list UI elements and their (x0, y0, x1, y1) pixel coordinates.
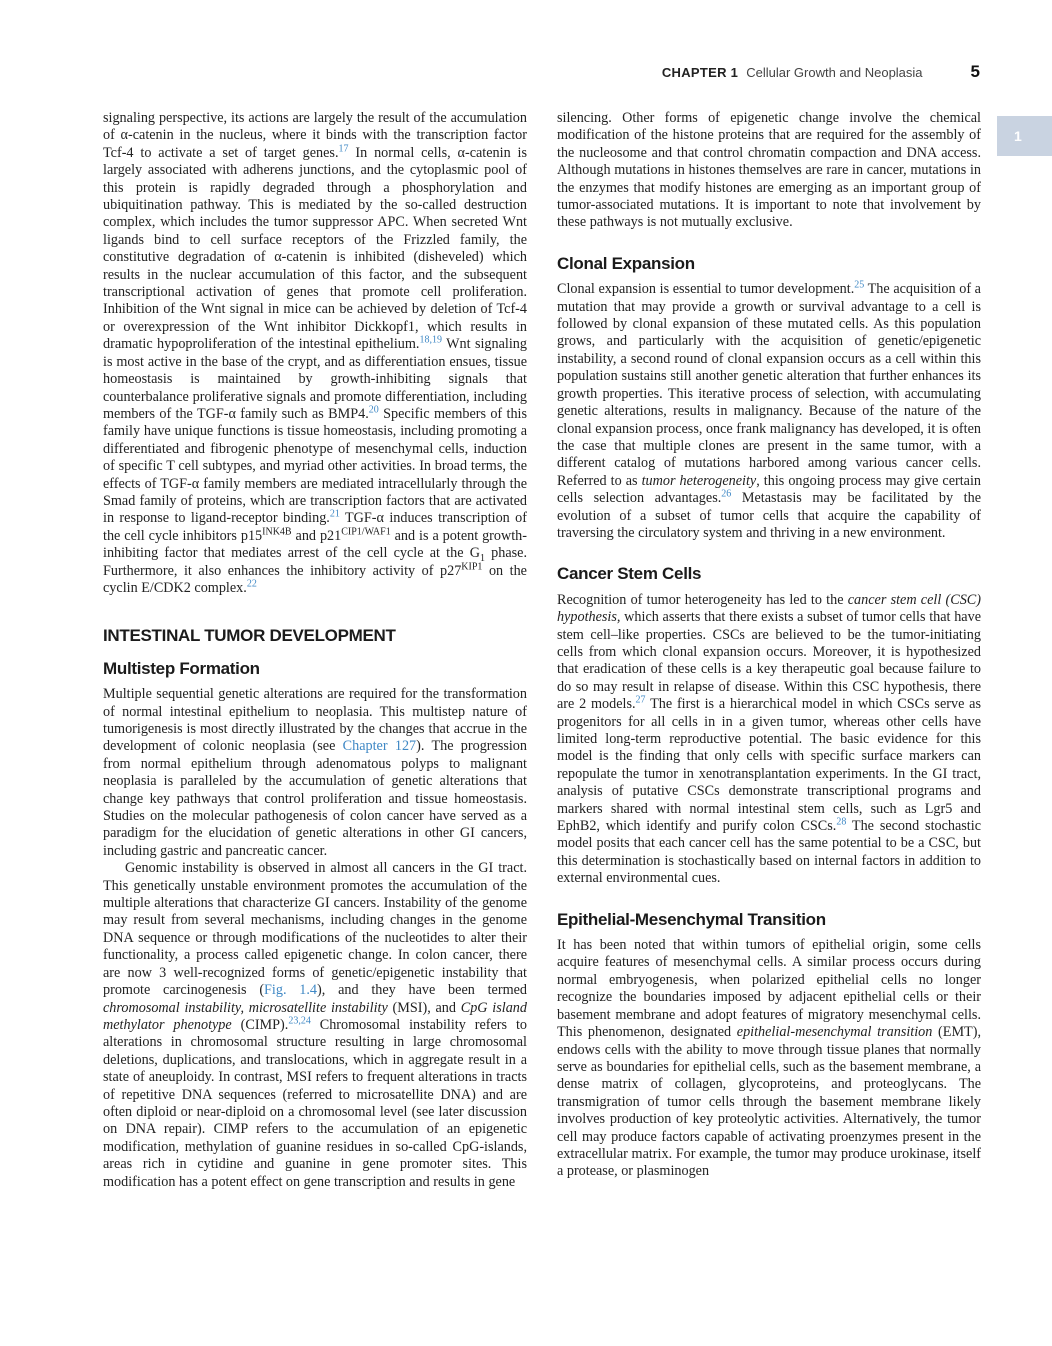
text-run: signaling perspective, its actions are largely the result of the accumulation of α-catenin in the nucleus, where it binds with the transcription factor Tcf-4 to activate a set of target genes. (103, 110, 527, 161)
citation[interactable]: 27 (635, 694, 646, 706)
text-run: and is a potent growth-inhibiting factor that mediates arrest of the cell cycle at the G (103, 527, 528, 562)
chapter-tab: 1 (997, 116, 1052, 156)
subsection-heading: Multistep Formation (103, 658, 260, 678)
citation[interactable]: 20 (368, 404, 379, 416)
text-run: TGF-α induces transcription of the cell cycle inhibitors p15 (103, 510, 527, 544)
text-run: phase. Furthermore, it also enhances the inhibitory activity of p27 (103, 545, 527, 579)
chapter-label: CHAPTER 1 (661, 65, 739, 80)
text-run: Chromosomal instability refers to alterations in chromosomal structure resulting in large chromosomal deletions, duplications, and translocations, which in aggregate result in a state of aneuploidy. In contrast, MSI refers to frequent alterations in tracts of repetitive DNA sequences (referred to microsatellite DNA) and are often diploid or near-diploid on a chromosomal level (see later discussion on DNA repair). CIMP refers to the accumulation of an epigenetic modification, methylation of guanine residues in so-called CpG-islands, areas rich in cytidine and guanine in gene promoter sites. This modification has a potent effect on gene transcription and results in gene (103, 1016, 527, 1190)
superscript: CIP1/WAF1 (341, 526, 391, 538)
paragraph: silencing. Other forms of epigenetic change involve the chemical modification of the histone proteins that are required for the assembly of the nucleosome and that control chromatin compaction and DNA access. Although mutations in histones themselves are rare in cancer, mutations in the enzymes that modify histones are emerging as an important group of tumor-associated mutations. It is important to note that involvement by these pathways is not mutually exclusive. (557, 110, 981, 231)
text-run: (CIMP). (231, 1016, 289, 1033)
subsection-heading: Cancer Stem Cells (557, 564, 702, 584)
page-number: 5 (970, 62, 980, 81)
superscript: INK4B (262, 526, 292, 538)
text-run: Metastasis may be facilitated by the evolution of a subset of tumor cells that acquire the capability of traversing the circulatory system and thriving in a new environment. (557, 490, 981, 541)
section-heading: INTESTINAL TUMOR DEVELOPMENT (103, 626, 396, 646)
text-run: The first is a hierarchical model in which CSCs serve as progenitors for all cells in in a given tumor, whereas other cells have limited long-term reproductive potential. The basic evidence for this model is the finding that only cells with specific surface markers can repopulate the tumor in xenotransplantation experiments. In the GI tract, analysis of putative CSCs demonstrate transcriptional programs and markers shared with normal intestinal stem cells, such as Lgr5 and EphB2, which identify and purify colon CSCs. (557, 696, 981, 835)
text-run: Clonal expansion is essential to tumor development. (557, 281, 855, 298)
paragraph (557, 937, 981, 1181)
text-run: on the cyclin E/CDK2 complex. (103, 562, 527, 596)
text-run: and p21 (291, 527, 342, 544)
chapter-link[interactable]: Chapter 127 (342, 738, 417, 755)
text-run: Multiple sequential genetic alterations are required for the transformation of normal intestinal epithelium to neoplasia. This multistep nature of tumorigenesis is most directly illustrated by the changes that accrue in the development of colonic neoplasia (see (103, 686, 527, 755)
citation[interactable]: 18,19 (419, 334, 442, 346)
text-run: (MSI), and (387, 999, 461, 1016)
citation[interactable]: 28 (836, 816, 847, 828)
paragraph (103, 686, 527, 860)
text-run: , this ongoing process may give certain cells selection advantages. (557, 472, 981, 507)
text-run: Specific members of this family have unique functions is tissue homeostasis, including promoting a differentiated and fibrogenic phenotype of mesenchymal cells, induction of specific T cell subtypes, and myriad other activities. In broad terms, the effects of TGF-α family members are mediated intracellularly through the Smad family of proteins, which are transcription factors that are activated in response to ligand-receptor binding. (103, 405, 528, 527)
paragraph (103, 110, 527, 597)
citation[interactable]: 26 (721, 488, 732, 500)
left-column (103, 110, 527, 1191)
text-run: (EMT), endows cells with the ability to move through tissue planes that normally serve as boundaries for epithelial cells, such as the basement membrane, a dense matrix of collagen, glycoproteins, and proteoglycans. The transmigration of tumor cells through the basement membrane likely involves production of key proteolytic activities. Alternatively, the tumor cell may produce factors capable of activating proenzymes present in the extracellular matrix. For example, the tumor may produce urokinase, itself a protease, or plasminogen (557, 1024, 981, 1180)
citation[interactable]: 21 (329, 508, 340, 520)
paragraph (557, 281, 981, 542)
citation[interactable]: 22 (246, 578, 257, 590)
text-run: In normal cells, α-catenin is largely associated with adherens junctions, and the cytoplasmic pool of this protein is rapidly degraded through a phosphorylation and ubiquitination pathway. This is mediated by the so-called destruction complex, which includes the tumor suppressor APC. When secreted Wnt ligands bind to cell surface receptors of the Frizzled family, the constitutive degradation of α-catenin is inhibited (disheveled) which results in the nuclear accumulation of this factor, and the subsequent transcriptional activation of genes that promote cell proliferation. Inhibition of the Wnt signal in mice can be achieved by deletion of Tcf-4 or overexpression of the Wnt inhibitor Dickkopf1, which results in dramatic hypoproliferation of the intestinal epithelium. (103, 144, 527, 353)
subsection-heading: Epithelial-Mesenchymal Transition (557, 909, 826, 929)
italic-term: CpG island methylator phenotype (103, 999, 527, 1033)
text-run: Genomic instability is observed in almost all cancers in the GI tract. This genetically unstable environment promotes the accumulation of the multiple alterations that characterize GI cancers. Instability of the genome may result from several mechanisms, including changes in the genome DNA sequence or through modifications of the nucleotides to alter their functionality, a process called epigenetic change. In colon cancer, there are now 3 well-recognized forms of genetic/epigenetic instability that promote carcinogenesis ( (103, 860, 527, 999)
italic-term: cancer stem cell (CSC) hypothesis, (557, 591, 981, 626)
citation[interactable]: 25 (854, 279, 865, 291)
text-run: The acquisition of a mutation that may provide a growth or survival advantage to a cell is followed by clonal expansion of these mutated cells. As this population grows, and particularly with the acquisition of genetic/epigenetic instability, a second round of clonal expansion occurs as a cell within this population sustains still another genetic alteration that further enhances its growth properties. This iterative process of selection, with accumulating genetic alterations, results in malignancy. Because of the nature of the clonal expansion process, once frank malignancy has developed, it is often the case that multiple clones are present in the same tumor, with a different catalog of mutations harbored among various cancer cells. Referred to as (557, 281, 981, 489)
italic-term: epithelial-mesenchymal transition (736, 1024, 933, 1041)
text-run: It has been noted that within tumors of epithelial origin, some cells acquire features of mesenchymal cells. A similar process occurs during normal embryogenesis, when polarized epithelial cells no longer recognize the boundaries imposed by adjacent epithelial cells or their basement membrane and adopt features of migratory mesenchymal cells. This phenomenon, designated (557, 937, 981, 1041)
figure-link[interactable]: Fig. 1.4 (264, 982, 318, 999)
citation[interactable]: 17 (338, 143, 349, 155)
subsection-heading: Clonal Expansion (557, 253, 695, 273)
running-head (662, 62, 980, 82)
text-run: The second stochastic model posits that each cancer cell has the same potential to be a CSC, but this determination is stochastically based on internal factors in addition to external environmental cues. (557, 818, 981, 887)
right-column (557, 110, 981, 1181)
text-run: ), and they have been termed (317, 982, 527, 999)
citation[interactable]: 23,24 (288, 1015, 311, 1027)
chapter-title: Cellular Growth and Neoplasia (746, 65, 923, 80)
italic-term: chromosomal instability, microsatellite instability (103, 999, 388, 1016)
text-run: ). The progression from normal epithelium through adenomatous polyps to malignant neoplasia is paralleled by the accumulation of genetic alterations that change key pathways that control proliferation and tissue homeostasis. Studies on the molecular pathogenesis of colon cancer have served as a paradigm for the elucidation of genetic alterations in other GI cancers, including gastric and pancreatic cancer. (103, 738, 527, 859)
text-run: which asserts that there exists a subset of tumor cells that have stem cell–like properties. CSCs are believed to be the tumor-initiating cells from which clonal expansion occurs. Moreover, it is hypothesized that eradication of these cells is a key therapeutic goal because failure to do so may result in relapse of disease. Within this CSC hypothesis, there are 2 models. (557, 609, 981, 713)
paragraph (103, 860, 527, 1191)
subscript: 1 (479, 552, 485, 564)
superscript: KIP1 (461, 560, 483, 572)
text-run: Recognition of tumor heterogeneity has led to the (557, 591, 848, 608)
italic-term: tumor heterogeneity (641, 472, 757, 489)
text-run: Wnt signaling is most active in the base of the crypt, and as differentiation ensues, tissue homeostasis is maintained by growth-inhibiting signals that counterbalance proliferative signals and promote differentiation, including members of the TGF-α family such as BMP4. (103, 336, 527, 422)
paragraph (557, 592, 981, 888)
